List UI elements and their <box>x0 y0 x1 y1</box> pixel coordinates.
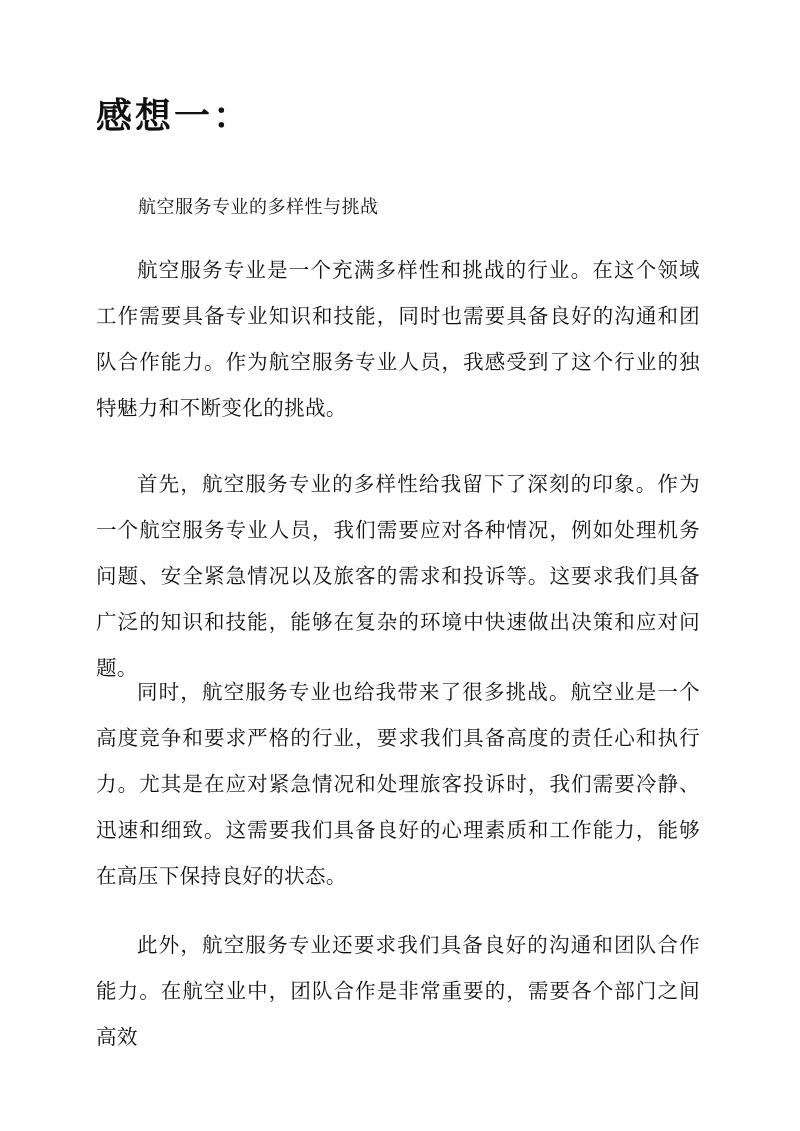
paragraph-3: 同时，航空服务专业也给我带来了很多挑战。航空业是一个高度竞争和要求严格的行业，要求我们具备高度的责任心和执行力。尤其是在应对紧急情况和处理旅客投诉时，我们需要冷静、迅速和细致。这需要我们具备良好的心理素质和工作能力，能够在高压下保持良好的状态。 <box>96 680 700 888</box>
paragraph-4: 此外，航空服务专业还要求我们具备良好的沟通和团队合作能力。在航空业中，团队合作是非常重要的，需要各个部门之间高效 <box>96 933 700 1049</box>
page-title: 感想一： <box>96 96 253 137</box>
paragraph-1: 航空服务专业是一个充满多样性和挑战的行业。在这个领域工作需要具备专业知识和技能，同时也需要具备良好的沟通和团队合作能力。作为航空服务专业人员，我感受到了这个行业的独特魅力和不断变化的挑战。 <box>96 258 700 420</box>
paragraph-2: 首先，航空服务专业的多样性给我留下了深刻的印象。作为一个航空服务专业人员，我们需要应对各种情况，例如处理机务问题、安全紧急情况以及旅客的需求和投诉等。这要求我们具备广泛的知识和技能，能够在复杂的环境中快速做出决策和应对问题。 <box>96 472 700 680</box>
section-subtitle: 航空服务专业的多样性与挑战 <box>138 197 379 218</box>
